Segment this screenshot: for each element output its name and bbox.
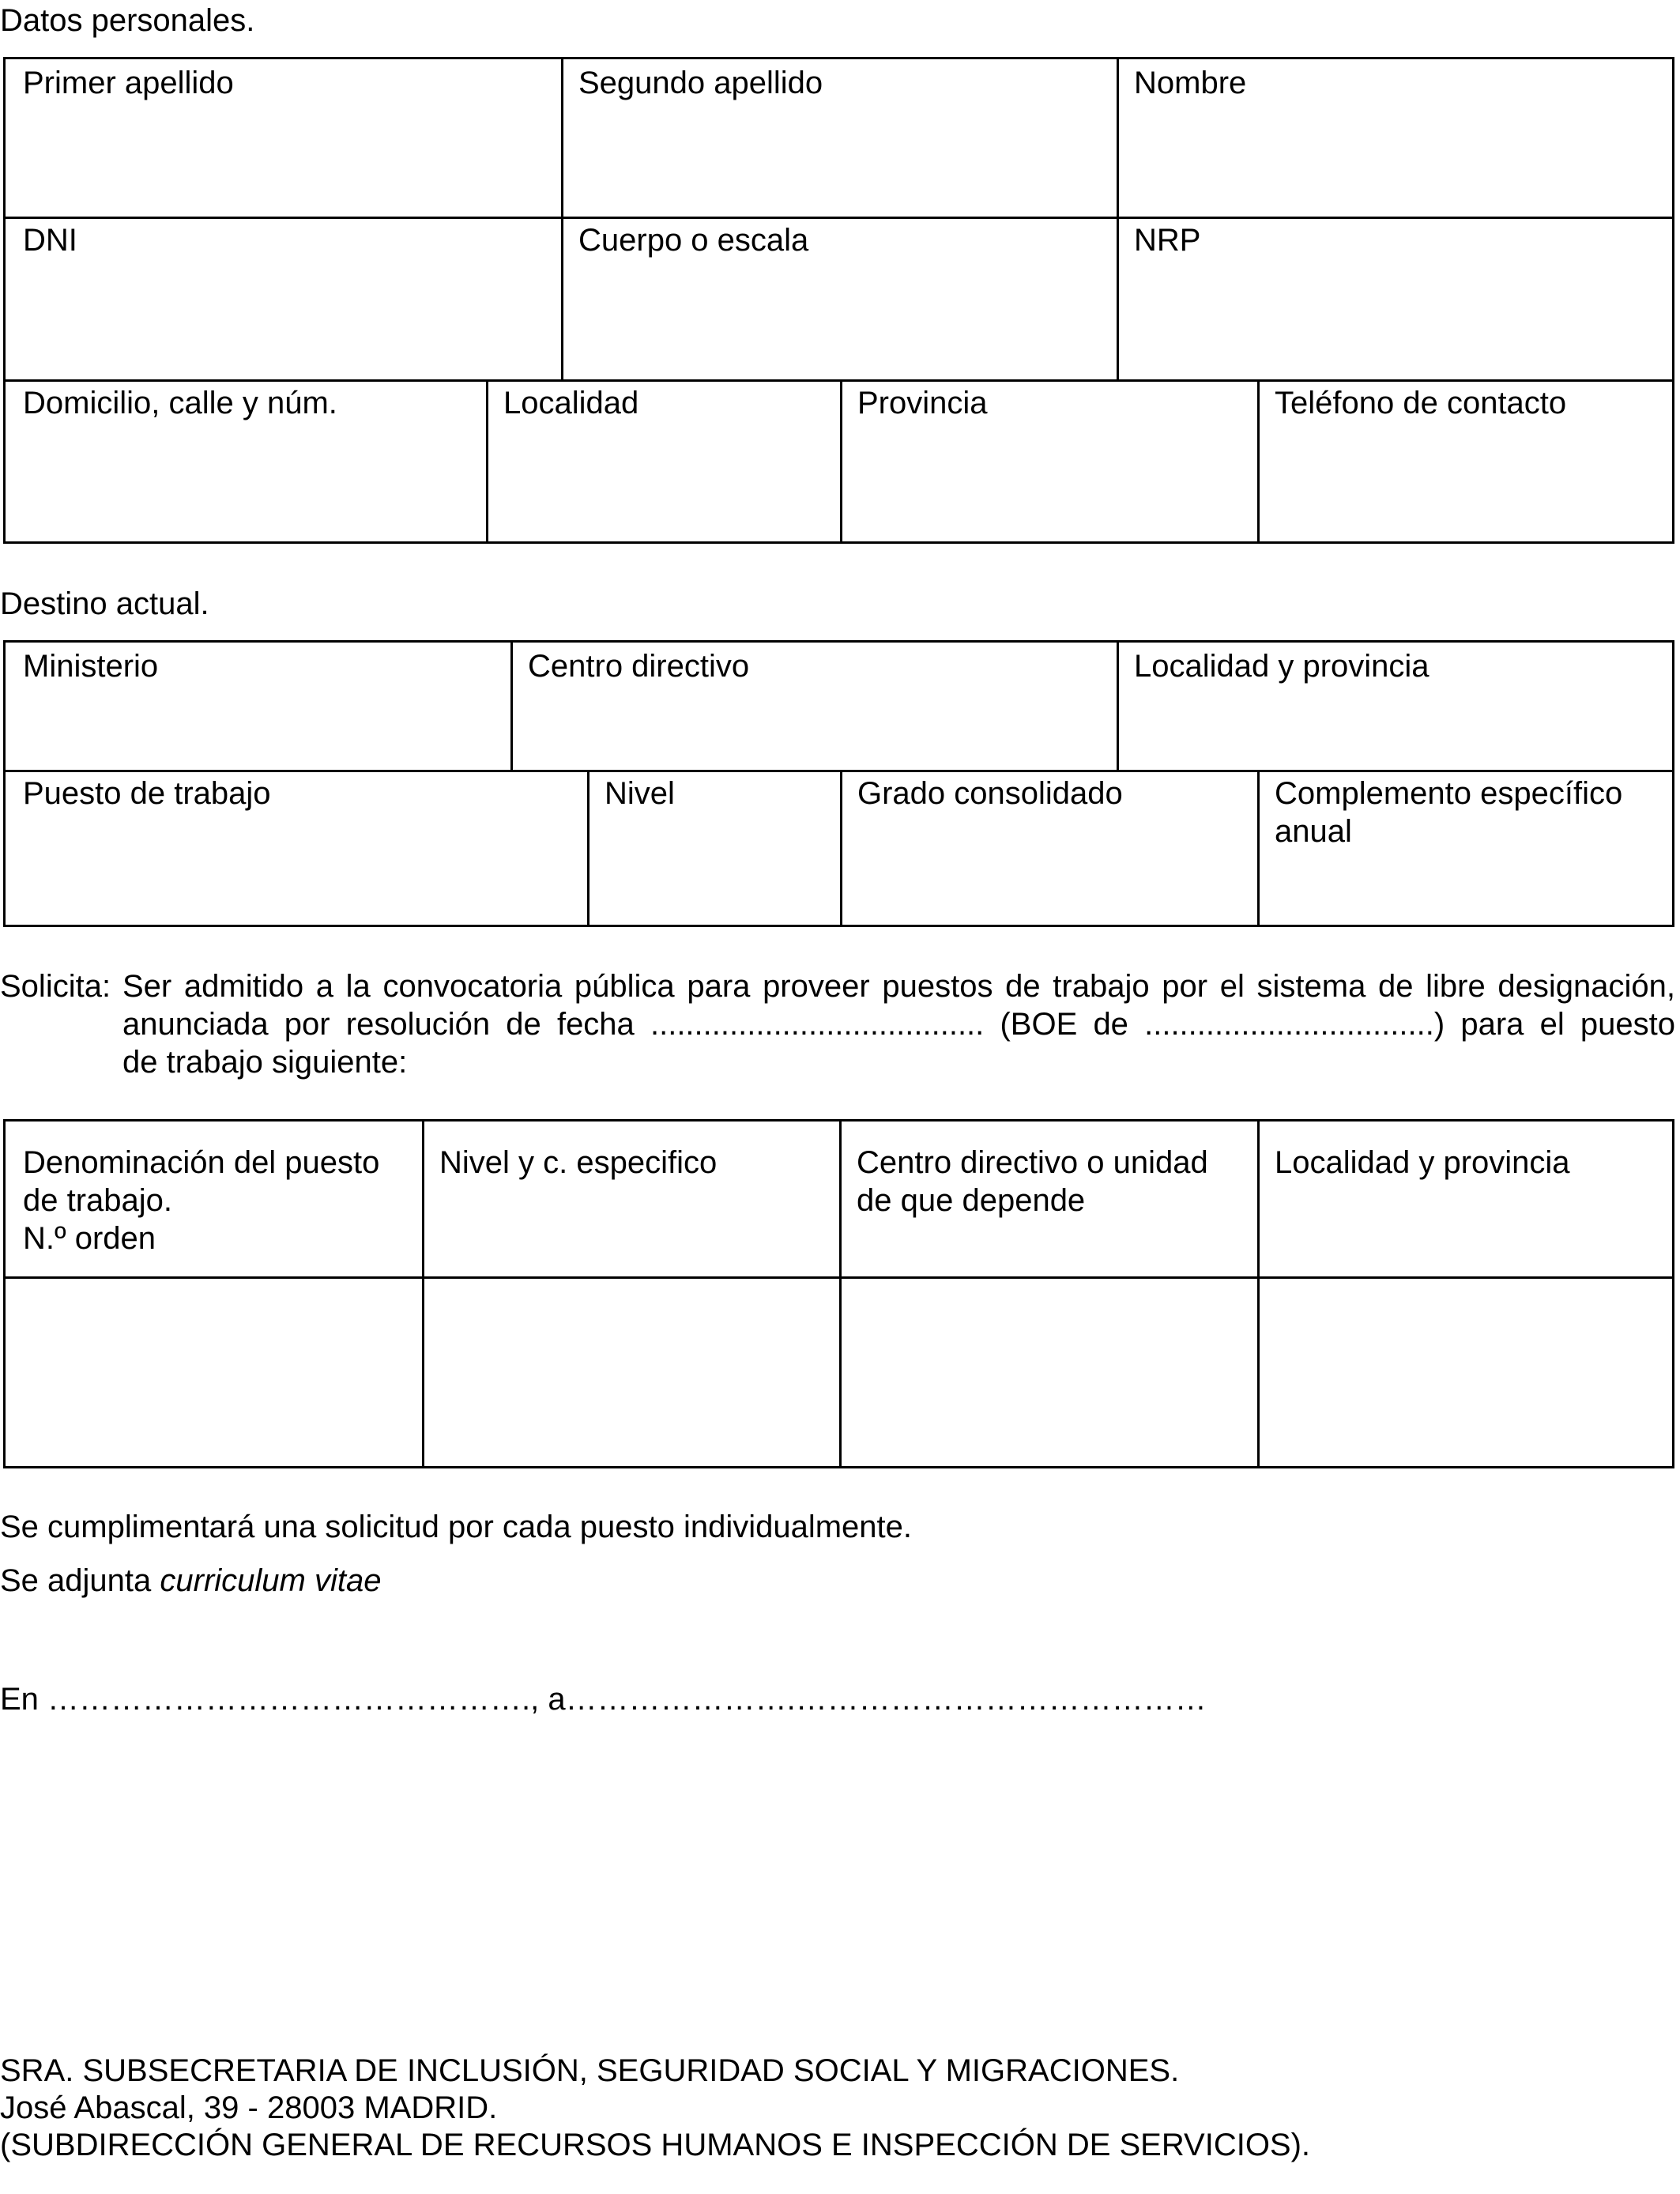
field-grado-consolidado[interactable]: Grado consolidado — [857, 776, 1123, 811]
note-adjunta-cv: curriculum vitae — [160, 1563, 382, 1598]
personal-data-table — [3, 57, 1674, 544]
field-telefono-contacto[interactable]: Teléfono de contacto — [1275, 386, 1567, 420]
field-provincia[interactable]: Provincia — [857, 386, 988, 420]
solicita-label: Solicita: — [0, 969, 111, 1004]
header-denominacion-line-1: Denominación del puesto — [23, 1145, 380, 1180]
signature-place-date[interactable]: En ………………………………………., a………………….………………………………… — [0, 1682, 1207, 1717]
header-denominacion-line-3: N.º orden — [23, 1221, 156, 1256]
field-ministerio[interactable]: Ministerio — [23, 649, 159, 684]
field-localidad-provincia[interactable]: Localidad y provincia — [1134, 649, 1430, 684]
input-nivel-especifico[interactable] — [422, 1276, 839, 1466]
addressee-line-3: (SUBDIRECCIÓN GENERAL DE RECURSOS HUMANOS E INSPECCIÓN DE SERVICIOS). — [0, 2128, 1311, 2162]
input-denominacion[interactable] — [6, 1276, 422, 1466]
solicita-line-1: Ser admitido a la convocatoria pública para proveer puestos de trabajo por el sistema de libre designación, — [122, 969, 1675, 1004]
header-centro-line-2: de que depende — [857, 1183, 1086, 1218]
addressee-line-1: SRA. SUBSECRETARIA DE INCLUSIÓN, SEGURIDAD SOCIAL Y MIGRACIONES. — [0, 2053, 1180, 2088]
field-nrp[interactable]: NRP — [1134, 223, 1201, 258]
field-domicilio[interactable]: Domicilio, calle y núm. — [23, 386, 337, 420]
solicita-line-3: de trabajo siguiente: — [122, 1045, 408, 1080]
field-primer-apellido[interactable]: Primer apellido — [23, 66, 234, 100]
header-centro-line-1: Centro directivo o unidad — [857, 1145, 1208, 1180]
field-puesto-trabajo[interactable]: Puesto de trabajo — [23, 776, 271, 811]
note-adjunta-prefix: Se adjunta — [0, 1563, 160, 1598]
input-localidad-provincia[interactable] — [1257, 1276, 1672, 1466]
field-complemento-especifico[interactable]: Complemento específico anual — [1275, 776, 1623, 849]
puesto-solicitado-table — [3, 1119, 1674, 1468]
field-nombre[interactable]: Nombre — [1134, 66, 1247, 100]
destino-heading: Destino actual. — [0, 586, 209, 621]
destino-table — [3, 640, 1674, 927]
header-nivel-especifico: Nivel y c. especifico — [439, 1145, 718, 1180]
field-nivel[interactable]: Nivel — [605, 776, 675, 811]
solicita-text — [122, 967, 1675, 1081]
field-segundo-apellido[interactable]: Segundo apellido — [578, 66, 823, 100]
addressee-line-2: José Abascal, 39 - 28003 MADRID. — [0, 2090, 498, 2125]
personal-heading: Datos personales. — [0, 3, 255, 38]
input-centro-directivo[interactable] — [839, 1276, 1257, 1466]
header-localidad-provincia: Localidad y provincia — [1275, 1145, 1570, 1180]
field-localidad[interactable]: Localidad — [503, 386, 639, 420]
header-denominacion-line-2: de trabajo. — [23, 1183, 173, 1218]
field-centro-directivo[interactable]: Centro directivo — [528, 649, 750, 684]
header-denominacion — [6, 1122, 422, 1276]
note-individual: Se cumplimentará una solicitud por cada puesto individualmente. — [0, 1510, 913, 1544]
solicita-line-2: anunciada por resolución de fecha ...................................... (BOE de .................................) para el puesto — [122, 1007, 1675, 1042]
field-dni[interactable]: DNI — [23, 223, 77, 258]
note-adjunta — [0, 1562, 381, 1600]
field-cuerpo-escala[interactable]: Cuerpo o escala — [578, 223, 809, 258]
header-centro-directivo — [839, 1122, 1257, 1276]
